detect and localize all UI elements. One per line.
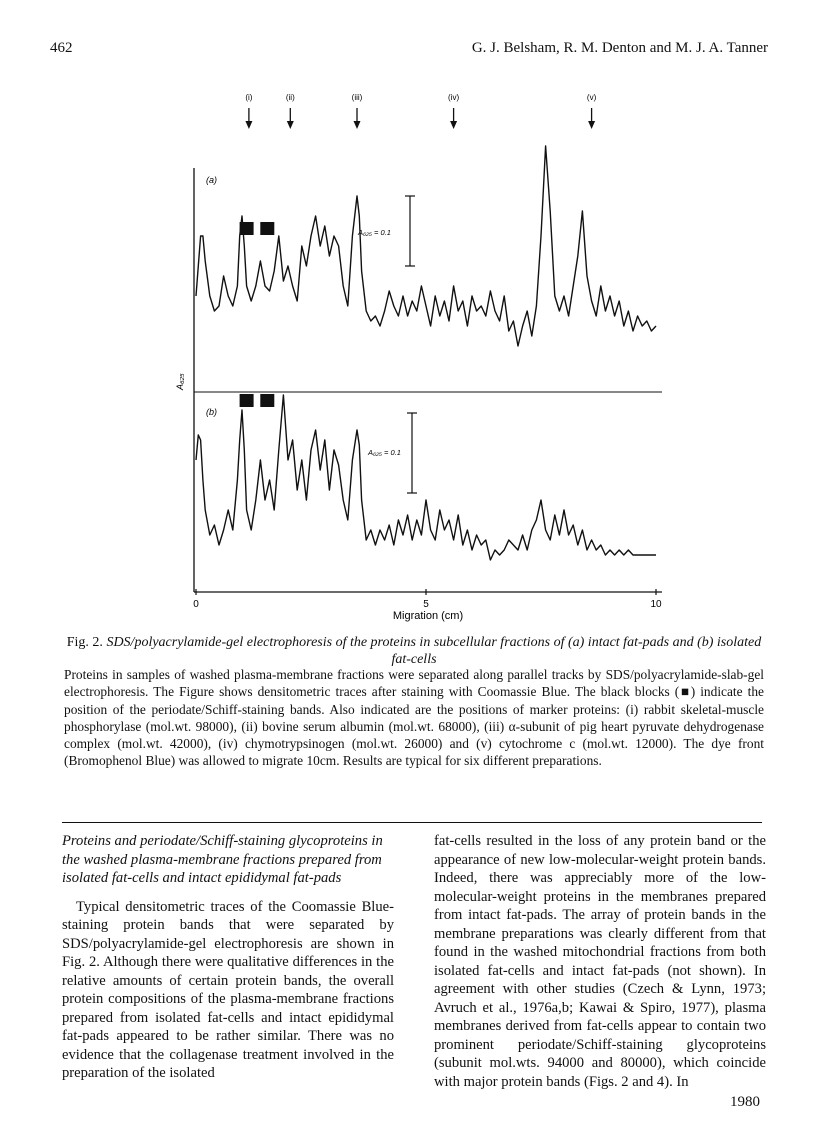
figure-caption-title [64,634,764,668]
marker-label: (iii) [351,93,363,102]
right-paragraph: fat-cells resulted in the loss of any protein band or the appearance of new low-molecular-weight protein bands. Indeed, there was appreciably more of the low-molecular-weight proteins in the membranes prepared from intact fat-pads. The array of protein bands in the membrane preparations was clearly different from that found in the washed mitochondrial fractions from both isolated fat-cells and intact fat-pads (not shown). In agreement with other studies (Czech & Lynn, 1973; Avruch et al., 1976a,b; Kawai & Spiro, 1977), plasma membranes derived from fat-cells appear to contain two prominent periodate/Schiff-staining glycoproteins (subunit mol.wts. 94000 and 80000), which coincide with major protein bands (Figs. 2 and 4). In [434,833,766,1090]
left-column [62,832,394,1083]
marker-arrow-icon [245,121,252,129]
marker-label: (iv) [448,93,460,102]
panel-b-label: (b) [206,407,217,417]
page-number: 462 [50,40,73,56]
right-column [434,832,766,1091]
panel-a-label: (a) [206,175,217,185]
marker-arrow-icon [287,121,294,129]
x-tick-label: 5 [423,599,429,610]
marker-arrows [245,93,596,129]
x-tick-label: 10 [650,599,662,610]
y-axis-label: A₆₂₅ [175,373,185,390]
x-tick-label: 0 [193,599,199,610]
marker-arrow-icon [354,121,361,129]
scale-label-b: A₆₂₅ = 0.1 [368,448,401,457]
page-footer-year: 1980 [730,1094,760,1110]
marker-arrow-icon [588,121,595,129]
marker-arrow-icon [450,121,457,129]
glycoprotein-block-a [260,222,274,235]
glycoprotein-block-b [260,394,274,407]
figure-label: Fig. 2. [66,635,103,650]
figure-caption-body: Proteins in samples of washed plasma-membrane fractions were separated along parallel tracks by SDS/polyacrylamide-slab-gel electrophoresis. The Figure shows densitometric traces after staining with Coomassie Blue. The black blocks (■) indicate the position of the periodate/Schiff-staining bands. Also indicated are the positions of marker proteins: (i) rabbit skeletal-muscle phosphorylase (mol.wt. 98000), (ii) bovine serum albumin (mol.wt. 68000), (iii) α-subunit of pig heart pyruvate dehydrogenase complex (mol.wt. 42000), (iv) chymotrypsinogen (mol.wt. 26000) and (v) cytochrome c (mol.wt. 12000). The dye front (Bromophenol Blue) was allowed to migrate 10cm. Results are typical for six different preparations. [64,667,764,769]
glycoprotein-block-b [240,394,254,407]
running-head: G. J. Belsham, R. M. Denton and M. J. A. Tanner [471,40,768,56]
trace-b-line [196,395,656,560]
section-rule [62,822,762,823]
trace-a-line [196,146,656,346]
marker-label: (v) [586,93,597,102]
figure-caption-italic: SDS/polyacrylamide-gel electrophoresis of the proteins in subcellular fractions of (a) intact fat-pads and (b) isolated fat-cells [106,635,762,667]
marker-label: (i) [245,93,253,102]
scale-label-a: A₆₂₅ = 0.1 [358,228,391,237]
left-paragraph: Typical densitometric traces of the Coomassie Blue-staining protein bands that were separated by SDS/polyacrylamide-gel electrophoresis are shown in Fig. 2. Although there were qualitative differences in the relative amounts of certain protein bands, the overall protein compositions of the plasma-membrane fractions prepared from isolated fat-cells and intact epididymal fat-pads appeared to be rather similar. There was no evidence that the collagenase treatment involved in the preparation of the isolated [62,898,394,1081]
section-heading: Proteins and periodate/Schiff-staining glycoproteins in the washed plasma-membrane fractions prepared from isolated fat-cells and intact epididymal fat-pads [62,833,383,886]
marker-label: (ii) [285,93,295,102]
x-axis-label: Migration (cm) [392,610,464,622]
